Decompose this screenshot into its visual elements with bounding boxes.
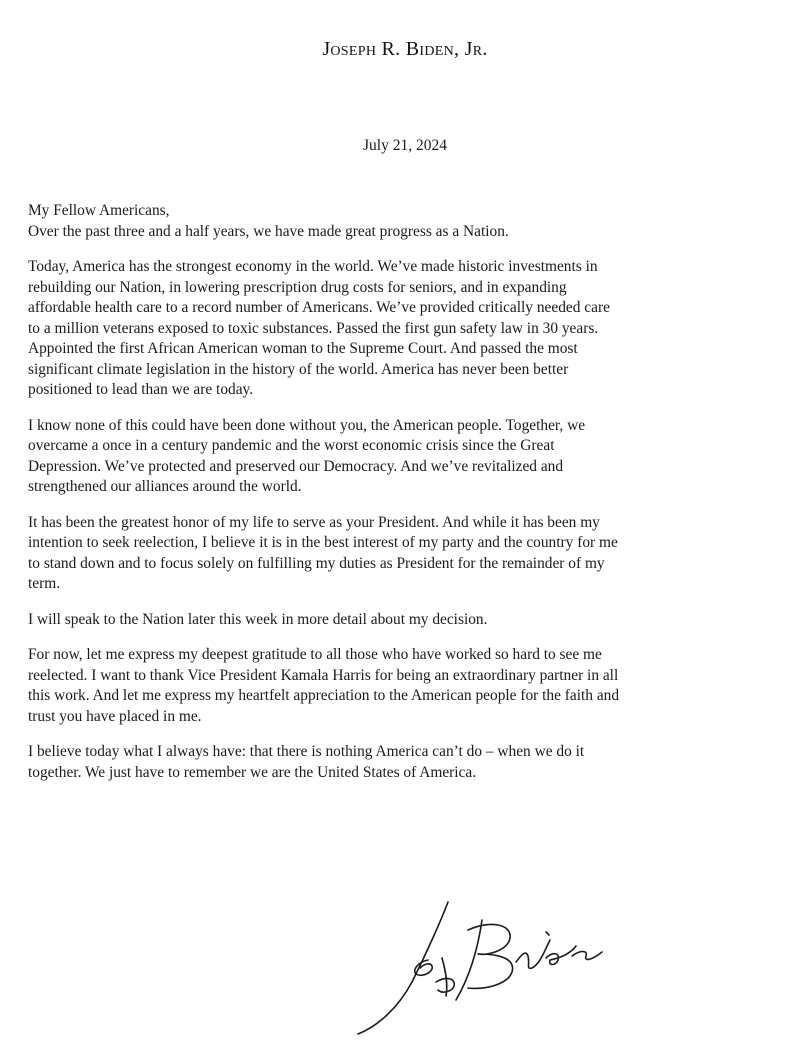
- paragraph-line: I will speak to the Nation later this week in more detail about my decision.: [28, 610, 488, 628]
- paragraph-line: affordable health care to a record number of Americans. We’ve provided critically needed care: [28, 299, 610, 316]
- signature-stroke: [546, 946, 576, 965]
- letter-body: [28, 201, 798, 783]
- paragraph: [28, 645, 798, 727]
- paragraph-line: to stand down and to focus solely on fulfilling my duties as President for the remainder of my: [28, 554, 605, 572]
- paragraph-line: For now, let me express my deepest gratitude to all those who have worked so hard to see me: [28, 646, 602, 663]
- paragraph: [28, 610, 798, 631]
- paragraph-line: reelected. I want to thank Vice President Kamala Harris for being an extraordinary partner in all: [28, 666, 619, 684]
- paragraph-line: I believe today what I always have: that there is nothing America can’t do – when we do it: [28, 743, 585, 760]
- paragraph-line: intention to seek reelection, I believe it is in the best interest of my party and the country for me: [28, 534, 618, 551]
- paragraph-line: overcame a once in a century pandemic and the worst economic crisis since the Great: [28, 437, 555, 454]
- paragraph-line: I know none of this could have been done without you, the American people. Together, we: [28, 416, 586, 434]
- paragraph-line: Over the past three and a half years, we have made great progress as a Nation.: [28, 222, 509, 240]
- signature-stroke: [572, 952, 602, 960]
- paragraph-line: It has been the greatest honor of my life to serve as your President. And while it has been my: [28, 513, 600, 531]
- paragraph-line: to a million veterans exposed to toxic substances. Passed the first gun safety law in 30 years.: [28, 319, 599, 337]
- paragraph-line: trust you have placed in me.: [28, 707, 202, 725]
- paragraph-line: term.: [28, 575, 61, 592]
- paragraph: [28, 513, 798, 595]
- signature-stroke: [546, 932, 549, 935]
- salutation: My Fellow Americans,: [28, 202, 170, 219]
- paragraph-line: positioned to lead than we are today.: [28, 381, 254, 398]
- paragraph: [28, 257, 798, 401]
- paragraph-line: Appointed the first African American woman to the Supreme Court. And passed the most: [28, 340, 578, 357]
- signature-stroke: [358, 902, 448, 1034]
- paragraph-line: strengthened our alliances around the world.: [28, 478, 302, 495]
- paragraph-list: [28, 222, 798, 784]
- paragraph: [28, 742, 798, 783]
- signature-stroke: [442, 958, 447, 996]
- paragraph-line: rebuilding our Nation, in lowering prescription drug costs for seniors, and in expanding: [28, 278, 567, 296]
- paragraph-line: this work. And let me express my heartfelt appreciation to the American people for the faith and: [28, 687, 620, 704]
- paragraph-line: together. We just have to remember we are the United States of America.: [28, 763, 477, 781]
- paragraph-line: Today, America has the strongest economy in the world. We’ve made historic investments in: [28, 258, 598, 275]
- paragraph-line: Depression. We’ve protected and preserved our Democracy. And we’ve revitalized and: [28, 457, 564, 475]
- letter-date: July 21, 2024: [363, 137, 447, 154]
- paragraph: [28, 416, 798, 498]
- signature: [350, 898, 620, 1038]
- signature-stroke: [516, 940, 550, 968]
- letterhead: Joseph R. Biden, Jr.: [322, 38, 488, 60]
- signature-stroke: [436, 979, 454, 993]
- signature-stroke: [415, 960, 432, 975]
- paragraph-line: significant climate legislation in the history of the world. America has never been better: [28, 360, 569, 378]
- paragraph: [28, 222, 798, 243]
